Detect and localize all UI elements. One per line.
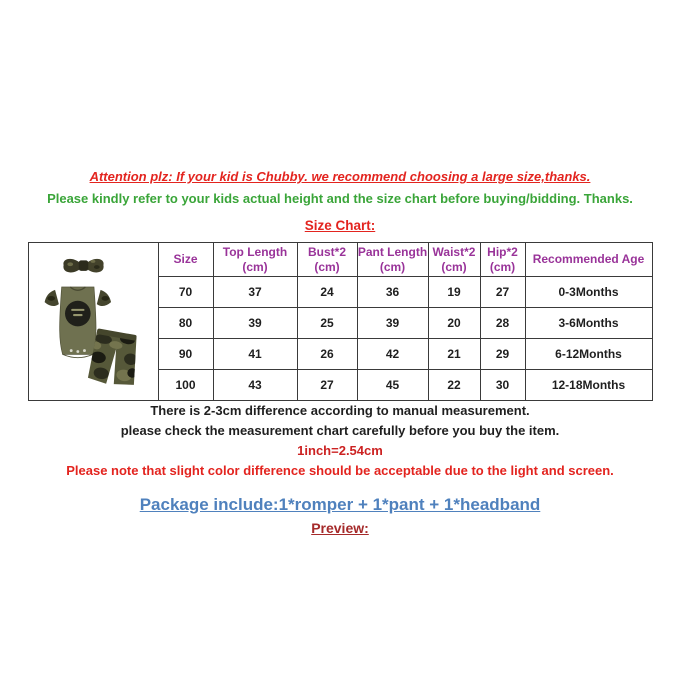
- cell-size: 80: [158, 308, 213, 339]
- cell-waist: 21: [428, 339, 480, 370]
- cell-top-length: 43: [213, 370, 297, 401]
- cell-size: 70: [158, 277, 213, 308]
- cell-age: 3-6Months: [525, 308, 652, 339]
- header-top-length: Top Length (cm): [213, 243, 297, 277]
- cell-hip: 27: [480, 277, 525, 308]
- cell-pant-length: 42: [357, 339, 428, 370]
- cell-top-length: 41: [213, 339, 297, 370]
- header-waist: Waist*2 (cm): [428, 243, 480, 277]
- cell-hip: 29: [480, 339, 525, 370]
- header-hip: Hip*2 (cm): [480, 243, 525, 277]
- cell-age: 6-12Months: [525, 339, 652, 370]
- cell-top-length: 39: [213, 308, 297, 339]
- cell-bust: 25: [297, 308, 357, 339]
- product-photo: [34, 250, 152, 398]
- header-pant-length: Pant Length (cm): [357, 243, 428, 277]
- cell-waist: 20: [428, 308, 480, 339]
- product-photo-cell: [28, 243, 158, 401]
- measurement-reference-note: Please kindly refer to your kids actual height and the size chart before buying/bidding. Thanks.: [47, 191, 633, 206]
- check-chart-note: please check the measurement chart carefully before you buy the item.: [120, 423, 560, 438]
- header-bust: Bust*2 (cm): [297, 243, 357, 277]
- headband-bow: [63, 258, 103, 272]
- package-include-note: Package include:1*romper + 1*pant + 1*headband: [139, 495, 541, 514]
- cell-waist: 22: [428, 370, 480, 401]
- cell-waist: 19: [428, 277, 480, 308]
- cell-size: 100: [158, 370, 213, 401]
- cell-pant-length: 39: [357, 308, 428, 339]
- cell-age: 0-3Months: [525, 277, 652, 308]
- cell-hip: 30: [480, 370, 525, 401]
- size-chart-title: Size Chart:: [304, 218, 376, 233]
- cell-bust: 24: [297, 277, 357, 308]
- cell-age: 12-18Months: [525, 370, 652, 401]
- table-header-row: [28, 243, 652, 277]
- cell-size: 90: [158, 339, 213, 370]
- cell-pant-length: 36: [357, 277, 428, 308]
- size-chart-table: [28, 242, 653, 401]
- cell-top-length: 37: [213, 277, 297, 308]
- cell-bust: 26: [297, 339, 357, 370]
- attention-note: Attention plz: If your kid is Chubby. we recommend choosing a large size,thanks.: [89, 169, 591, 184]
- header-size: Size: [158, 243, 213, 277]
- header-recommended-age: Recommended Age: [525, 243, 652, 277]
- inch-conversion-note: 1inch=2.54cm: [297, 443, 383, 458]
- manual-measurement-note: There is 2-3cm difference according to manual measurement.: [150, 403, 530, 418]
- color-difference-note: Please note that slight color difference should be acceptable due to the light and screen.: [66, 463, 614, 478]
- preview-label: Preview:: [311, 520, 369, 536]
- cell-bust: 27: [297, 370, 357, 401]
- cell-pant-length: 45: [357, 370, 428, 401]
- cell-hip: 28: [480, 308, 525, 339]
